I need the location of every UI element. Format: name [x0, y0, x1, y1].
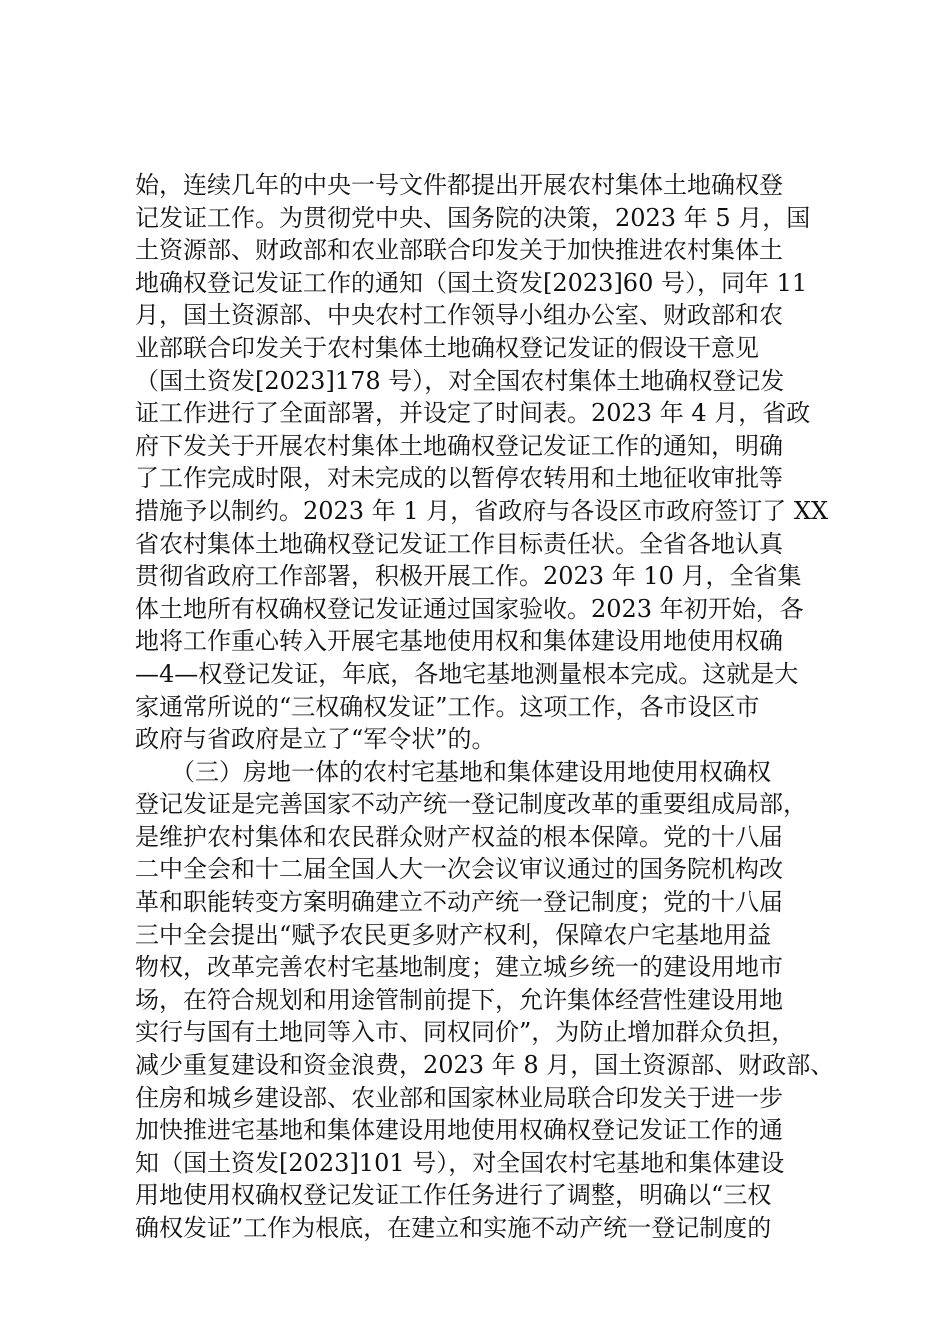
- text-line: 贯彻省政府工作部署，积极开展工作。2023 年 10 月，全省集: [135, 562, 802, 591]
- text-line: 省农村集体土地确权登记发证工作目标责任状。全省各地认真: [135, 529, 783, 558]
- text-line: 住房和城乡建设部、农业部和国家林业局联合印发关于进一步: [135, 1083, 783, 1112]
- text-line: 始，连续几年的中央一号文件都提出开展农村集体土地确权登: [135, 171, 783, 199]
- text-line: 家通常所说的“三权确权发证”工作。这项工作，各市设区市: [135, 692, 760, 721]
- text-line: 确权发证”工作为根底，在建立和实施不动产统一登记制度的: [135, 1214, 772, 1242]
- body-text: [135, 169, 835, 1245]
- text-line: 地确权登记发证工作的通知（国土资发[2023]60 号），同年 11: [135, 268, 808, 297]
- text-line: （三）房地一体的农村宅基地和集体建设用地使用权确权: [135, 757, 771, 786]
- text-line: 记发证工作。为贯彻党中央、国务院的决策，2023 年 5 月，国: [135, 203, 811, 232]
- text-line: 体土地所有权确权登记发证通过国家验收。2023 年初开始，各: [135, 594, 804, 623]
- text-line: 证工作进行了全面部署，并设定了时间表。2023 年 4 月，省政: [135, 399, 811, 428]
- text-line: （国土资发[2023]178 号），对全国农村集体土地确权登记发: [135, 366, 785, 395]
- text-line: 政府与省政府是立了“军令状”的。: [135, 725, 496, 754]
- text-line: 地将工作重心转入开展宅基地使用权和集体建设用地使用权确: [135, 627, 783, 656]
- text-line: 措施予以制约。2023 年 1 月，省政府与各设区市政府签订了 XX: [135, 496, 829, 525]
- text-line: 革和职能转变方案明确建立不动产统一登记制度；党的十八届: [135, 888, 783, 917]
- text-line: 加快推进宅基地和集体建设用地使用权确权登记发证工作的通: [135, 1116, 783, 1145]
- text-line: 用地使用权确权登记发证工作任务进行了调整，明确以“三权: [135, 1181, 772, 1210]
- text-line: 是维护农村集体和农民群众财产权益的根本保障。党的十八届: [135, 822, 783, 851]
- text-line: 了工作完成时限，对未完成的以暂停农转用和土地征收审批等: [135, 464, 783, 493]
- text-line: 土资源部、财政部和农业部联合印发关于加快推进农村集体土: [135, 236, 783, 265]
- text-line: 月，国土资源部、中央农村工作领导小组办公室、财政部和农: [135, 301, 783, 330]
- text-line: 二中全会和十二届全国人大一次会议审议通过的国务院机构改: [135, 855, 783, 884]
- text-line: 减少重复建设和资金浪费，2023 年 8 月，国土资源部、财政部、: [135, 1051, 835, 1080]
- text-line: 三中全会提出“赋予农民更多财产权利，保障农户宅基地用益: [135, 920, 772, 949]
- text-line: 场，在符合规划和用途管制前提下，允许集体经营性建设用地: [135, 985, 783, 1014]
- text-line: 知（国土资发[2023]101 号），对全国农村宅基地和集体建设: [135, 1148, 785, 1177]
- text-line: 登记发证是完善国家不动产统一登记制度改革的重要组成局部，: [135, 790, 807, 819]
- text-line: 物权，改革完善农村宅基地制度；建立城乡统一的建设用地市: [135, 953, 783, 982]
- text-line: 业部联合印发关于农村集体土地确权登记发证的假设干意见: [135, 333, 759, 362]
- text-line: 府下发关于开展农村集体土地确权登记发证工作的通知，明确: [135, 431, 783, 460]
- text-line: —4—权登记发证，年底，各地宅基地测量根本完成。这就是大: [135, 659, 799, 688]
- text-line: 实行与国有土地同等入市、同权同价”，为防止增加群众负担，: [135, 1018, 796, 1047]
